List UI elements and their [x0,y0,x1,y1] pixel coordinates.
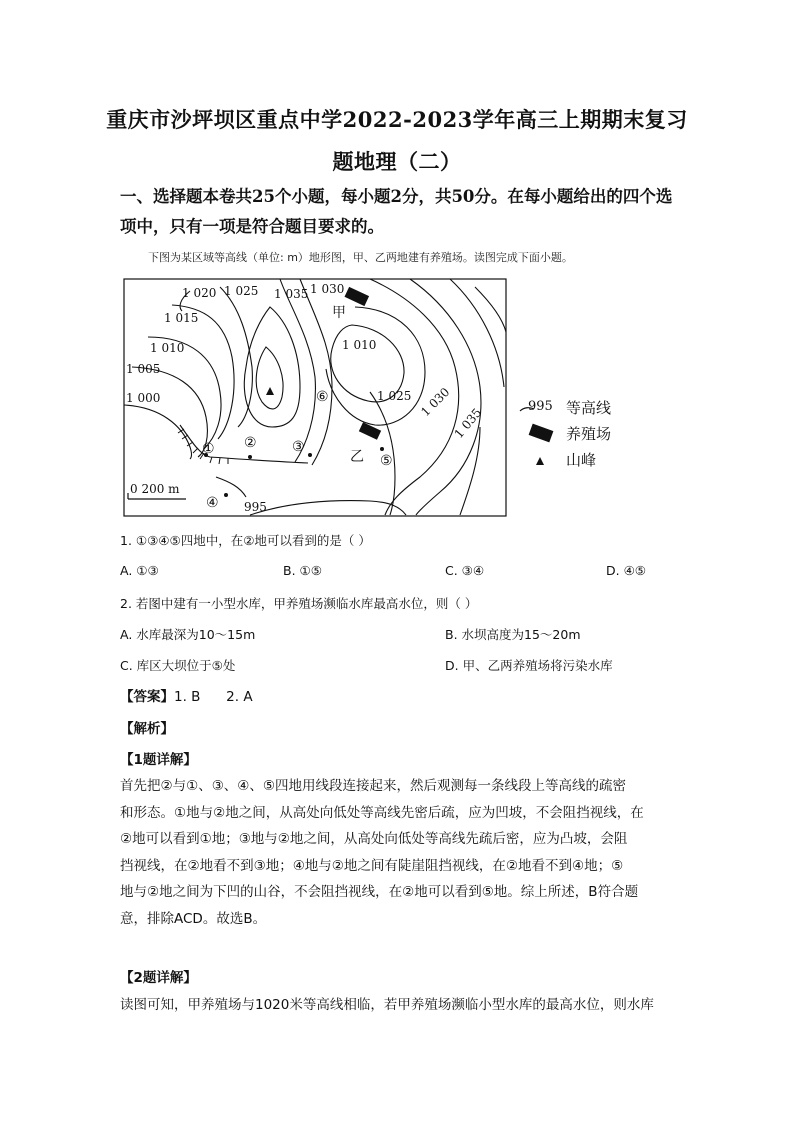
contour-label: 1 035 [274,287,309,301]
point-3-label: ③ [292,439,305,455]
point-4-label: ④ [206,495,219,511]
detail-1-line: 和形态。①地与②地之间，从高处向低处等高线先密后疏，应为凹坡，不会阻挡视线，在 [120,804,644,821]
point-2-label: ② [244,435,257,451]
contour-label: 1 030 [310,282,345,296]
contour-label: 1 000 [126,391,161,405]
q1-option-b[interactable]: B. ①⑤ [283,563,322,578]
contour-label: 1 010 [342,338,377,352]
point-6-label: ⑥ [316,389,329,405]
contour-value-labels [126,282,484,514]
contour-map-figure [120,277,650,522]
legend-peak: 山峰 [566,451,597,469]
figure-intro: 下图为某区域等高线（单位: m）地形图，甲、乙两地建有养殖场。读图完成下面小题。 [148,251,573,264]
title-line-2: 题地理（二） [332,149,462,174]
contour-map [120,277,650,522]
detail-1-line: 挡视线，在②地看不到③地；④地与②地之间有陡崖阻挡视线，在②地看不到④地；⑤ [120,857,624,874]
detail-1-line: 意，排除ACD。故选B。 [120,910,267,927]
legend-farm-icon [529,424,554,443]
contour-label: 1 035 [451,405,485,441]
contour-label: 1 020 [182,286,217,300]
detail-1-line: ②地可以看到①地；③地与②地之间，从高处向低处等高线先疏后密，应为凸坡，会阻 [120,831,628,847]
q2-option-c[interactable]: C. 库区大坝位于⑤处 [120,658,236,673]
q2-option-a[interactable]: A. 水库最深为10～15m [120,627,256,642]
contour-label: 995 [244,500,267,514]
label-jia: 甲 [332,305,346,321]
analysis-label: 【解析】 [120,721,174,737]
contour-label: 1 010 [150,341,185,355]
question-2-stem: 2. 若图中建有一小型水库，甲养殖场濒临水库最高水位，则（ ） [120,596,478,611]
answer-block [120,685,253,705]
contour-label: 1 015 [164,311,199,325]
scale-bar [128,482,186,499]
point-5-label: ⑤ [380,453,393,469]
q2-option-b[interactable]: B. 水坝高度为15～20m [445,627,581,642]
point-1-label: ① [202,441,215,457]
detail-1-line: 地与②地之间为下凹的山谷，不会阻挡视线，在②地可以看到⑤地。综上所述，B符合题 [120,884,639,900]
contour-label: 1 030 [418,384,453,420]
detail-2-line: 读图可知，甲养殖场与1020米等高线相临，若甲养殖场濒临小型水库的最高水位，则水库 [120,997,654,1013]
legend-contour: 等高线 [566,399,612,417]
answer-text: 1. B 2. A [174,689,253,705]
question-1-stem: 1. ①③④⑤四地中，在②地可以看到的是（ ） [120,533,371,548]
contour-label: 1 025 [224,284,259,298]
detail-2-label: 【2题详解】 [120,970,197,986]
q1-option-d[interactable]: D. ④⑤ [606,563,646,578]
map-legend [520,399,611,469]
q2-option-d[interactable]: D. 甲、乙两养殖场将污染水库 [445,658,613,673]
section-header: 一、选择题本卷共25个小题，每小题2分，共50分。在每小题给出的四个选项中，只有一项是符合题目要求的。 [120,187,673,236]
label-yi: 乙 [350,449,364,465]
detail-2-body [120,992,676,1019]
legend-contour-value: 995 [528,399,553,414]
q1-option-a[interactable]: A. ①③ [120,563,159,578]
title-line-1: 重庆市沙坪坝区重点中学2022-2023学年高三上期期末复习 [106,107,688,132]
farm-jia-icon [344,287,369,306]
detail-1-label: 【1题详解】 [120,752,197,768]
detail-1-line: 首先把②与①、③、④、⑤四地用线段连接起来，然后观测每一条线段上等高线的疏密 [120,778,627,794]
legend-peak-icon [536,457,544,465]
answer-label: 【答案】 [120,689,174,705]
q1-option-c[interactable]: C. ③④ [445,563,485,578]
legend-farm: 养殖场 [566,425,612,443]
place-labels [332,305,364,465]
peak-icon [266,387,274,395]
scale-text: 0 200 m [130,482,180,496]
contour-label: 1 025 [377,389,412,403]
contour-label: 1 005 [126,362,161,376]
detail-1-body [120,773,676,932]
